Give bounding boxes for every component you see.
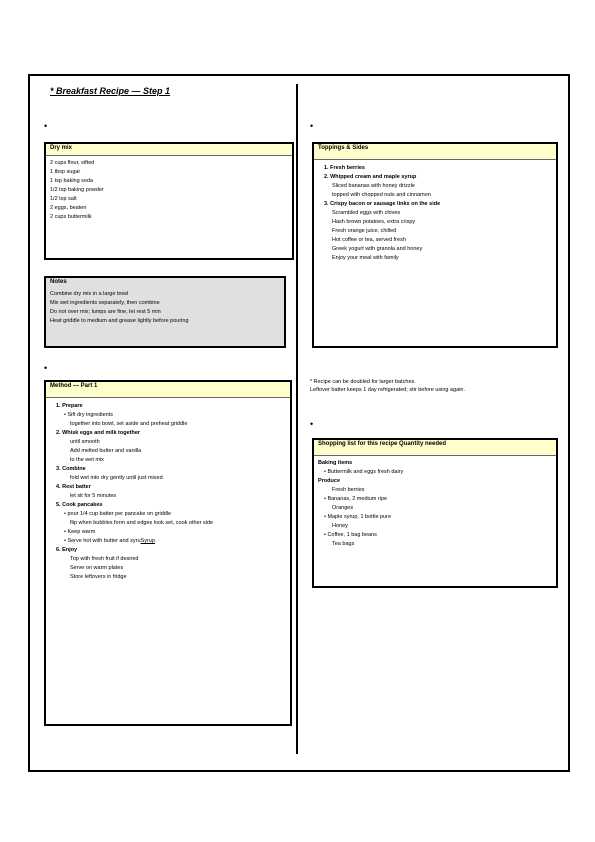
box-line: Sliced bananas with honey drizzle xyxy=(332,183,415,189)
bullet: • xyxy=(44,121,48,131)
box-header: Dry mix xyxy=(46,144,292,156)
box-line: 1 tbsp sugar xyxy=(50,169,81,175)
box-line: • Sift dry ingredients xyxy=(64,412,114,418)
ingredients-box xyxy=(44,142,294,260)
box-line: Store leftovers in fridge xyxy=(70,574,127,580)
method-box xyxy=(44,380,292,726)
box-header: Notes xyxy=(50,279,67,285)
column-divider xyxy=(296,84,298,754)
bullet: • xyxy=(310,121,314,131)
box-line: Heat griddle to medium and grease lightly before pouring xyxy=(50,318,189,324)
box-line: Scrambled eggs with chives xyxy=(332,210,401,216)
box-header: Shopping list for this recipe Quantity needed xyxy=(314,440,556,456)
box-line: Tea bags xyxy=(332,541,355,547)
box-line: Hash brown potatoes, extra crispy xyxy=(332,219,416,225)
box-line: • Keep warm xyxy=(64,529,96,535)
box-line: • Bananas, 2 medium ripe xyxy=(324,496,388,502)
box-line: 2 eggs, beaten xyxy=(50,205,87,211)
box-line: • Coffee, 1 bag beans xyxy=(324,532,377,538)
box-line: 1 tsp baking soda xyxy=(50,178,94,184)
box-line: Fresh berries xyxy=(332,487,365,493)
box-line: fold wet into dry gently until just mixed xyxy=(70,475,163,481)
box-line: • pour 1/4 cup batter per pancake on griddle xyxy=(64,511,172,517)
box-line: Add melted butter and vanilla xyxy=(70,448,142,454)
bullet: • xyxy=(44,363,48,373)
box-line: Do not over mix; lumps are fine, let rest 5 min xyxy=(50,309,161,315)
document-title: * Breakfast Recipe — Step 1 xyxy=(50,86,171,96)
box-line: 2. Whisk eggs and milk together xyxy=(56,430,141,436)
box-line: 1. Fresh berries xyxy=(324,165,365,171)
box-line: Hot coffee or tea, served fresh xyxy=(332,237,406,243)
box-line: Honey xyxy=(332,523,348,529)
box-line: 1. Prepare xyxy=(56,403,83,409)
box-line: • Serve hot with butter and syruSyrup xyxy=(64,538,155,544)
box-line: 2 cups flour, sifted xyxy=(50,160,95,166)
recipe-note xyxy=(310,378,465,394)
box-line: 6. Enjoy xyxy=(56,547,78,553)
bullet: • xyxy=(310,419,314,429)
note-line: Leftover batter keeps 1 day refrigerated; stir before using again. xyxy=(310,387,466,393)
box-line: until smooth xyxy=(70,439,100,445)
box-line: 5. Cook pancakes xyxy=(56,502,103,508)
box-line: Oranges xyxy=(332,505,354,511)
note-line: * Recipe can be doubled for larger batches. xyxy=(310,379,416,385)
box-line: Combine dry mix in a large bowl xyxy=(50,291,129,297)
box-line: flip when bubbles form and edges look set, cook other side xyxy=(70,520,214,526)
box-line: 1/2 tsp salt xyxy=(50,196,77,202)
box-line: Mix wet ingredients separately, then combine xyxy=(50,300,160,306)
box-line: • Buttermilk and eggs fresh dairy xyxy=(324,469,404,475)
box-header: Toppings & Sides xyxy=(314,144,556,160)
box-line: 1/2 tsp baking powder xyxy=(50,187,104,193)
box-line: Top with fresh fruit if desired xyxy=(70,556,139,562)
box-line: Serve on warm plates xyxy=(70,565,124,571)
box-line: Baking items xyxy=(318,460,353,466)
box-line: • Maple syrup, 1 bottle pure xyxy=(324,514,392,520)
box-line: Greek yogurt with granola and honey xyxy=(332,246,423,252)
shopping-box xyxy=(312,438,558,588)
box-line: together into bowl, set aside and preheat griddle xyxy=(70,421,188,427)
box-line: Enjoy your meal with family xyxy=(332,255,399,261)
box-line: 3. Combine xyxy=(56,466,86,472)
box-line: 2. Whipped cream and maple syrup xyxy=(324,174,417,180)
box-line: 4. Rest batter xyxy=(56,484,91,490)
toppings-box xyxy=(312,142,558,348)
notes-box xyxy=(44,276,286,348)
box-line: Produce xyxy=(318,478,341,484)
box-line: 3. Crispy bacon or sausage links on the side xyxy=(324,201,441,207)
box-line: Fresh orange juice, chilled xyxy=(332,228,397,234)
box-line: topped with chopped nuts and cinnamon xyxy=(332,192,431,198)
box-line: let sit for 5 minutes xyxy=(70,493,117,499)
box-line: 2 cups buttermilk xyxy=(50,214,92,220)
box-header: Method — Part 1 xyxy=(46,382,290,398)
box-line: to the wet mix xyxy=(70,457,104,463)
